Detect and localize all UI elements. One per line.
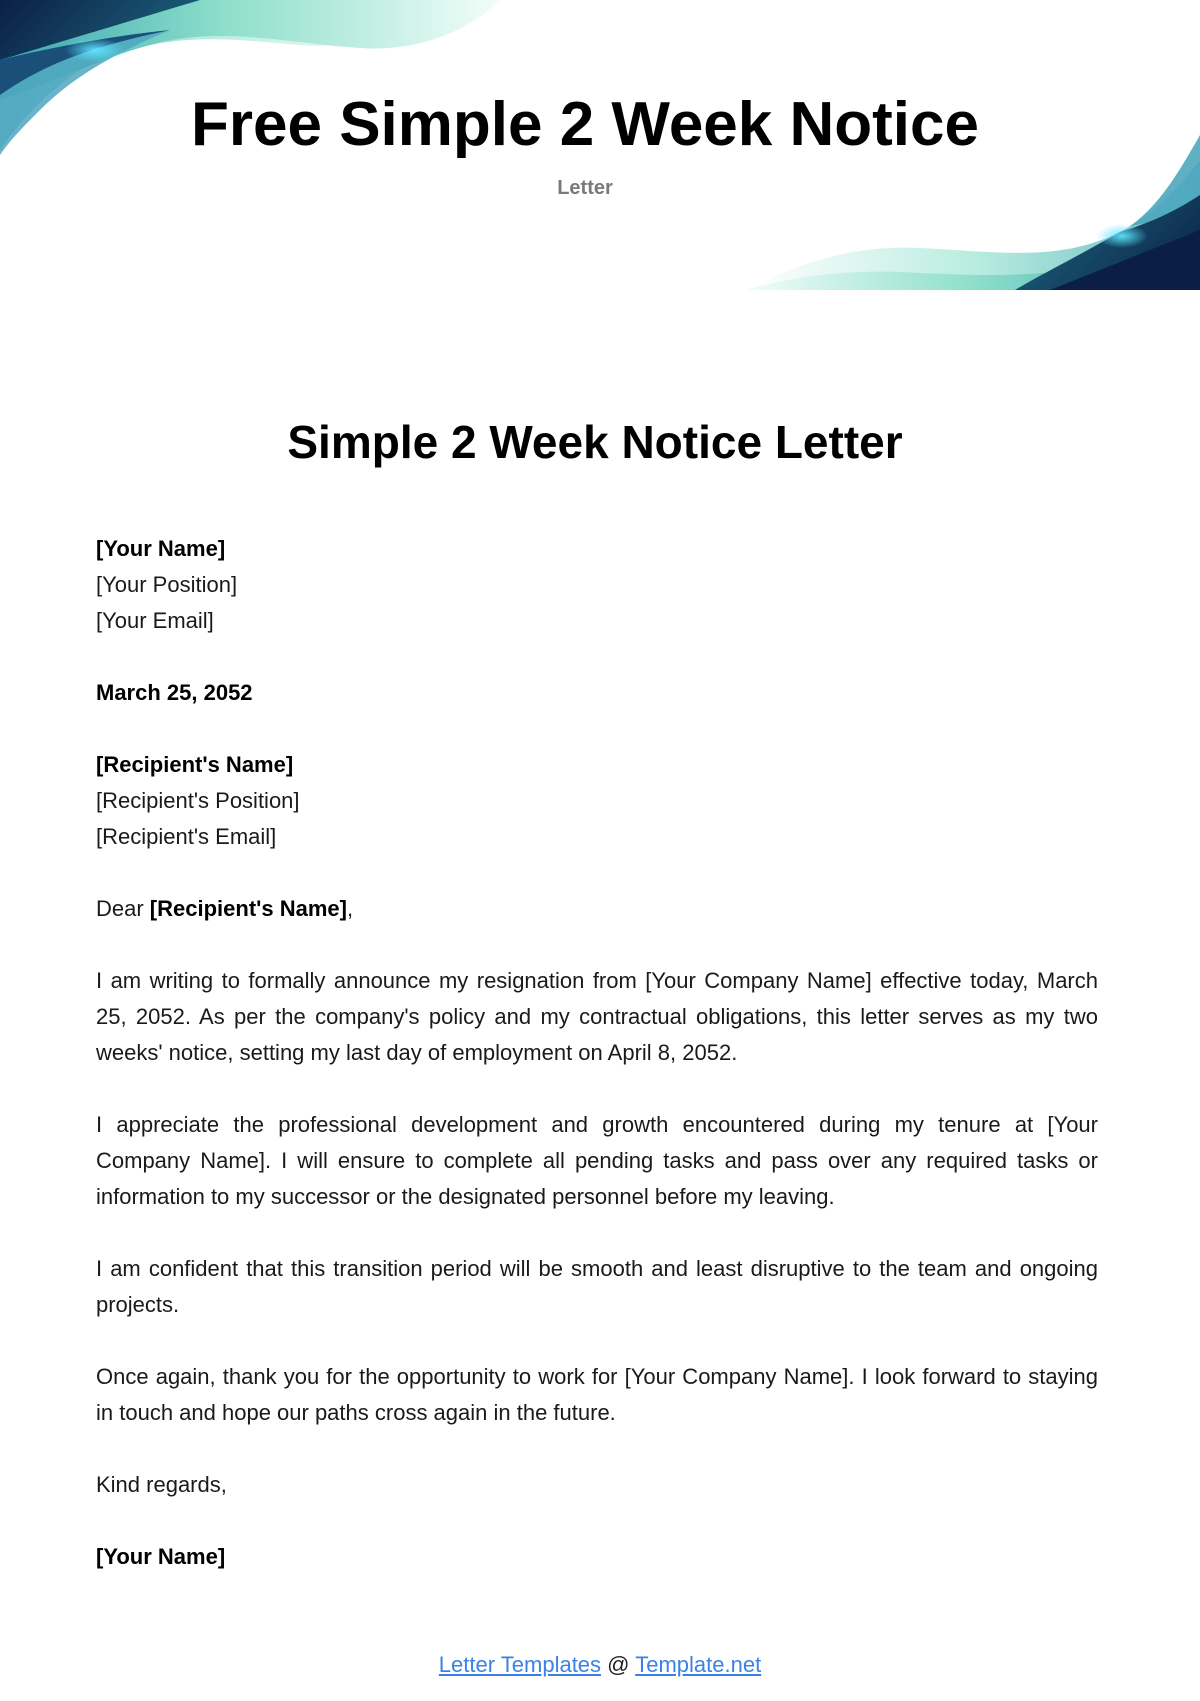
closing: Kind regards, [96, 1472, 227, 1497]
salutation [96, 891, 1098, 927]
letter-templates-link[interactable]: Letter Templates [438, 1652, 602, 1677]
page-title: Free Simple 2 Week Notice [191, 90, 979, 159]
date-block [96, 675, 1098, 711]
paragraph-thanks: Once again, thank you for the opportunity to work for [Your Company Name]. I look forward to staying in touch and hope our paths cross again in the future. [96, 1364, 1098, 1425]
recipient-email: [Recipient's Email] [96, 824, 277, 849]
footer-attribution [0, 1650, 1200, 1680]
page-subtitle: Letter [557, 177, 613, 199]
recipient-block [96, 747, 1098, 855]
paragraph-transition: I am confident that this transition period will be smooth and least disruptive to the team and ongoing projects. [96, 1256, 1098, 1317]
paragraph-appreciation: I appreciate the professional development and growth encountered during my tenure at [Your Company Name]. I will ensure to complete all pending tasks and pass over any required tasks or information to my successor or the designated personnel before my leaving. [96, 1112, 1098, 1209]
letter-date: March 25, 2052 [96, 680, 253, 705]
sender-email: [Your Email] [96, 608, 214, 633]
letter-body [96, 531, 1098, 1575]
template-net-link[interactable]: Template.net [635, 1652, 762, 1677]
salutation-prefix: Dear [96, 896, 150, 921]
footer-separator: @ [601, 1652, 636, 1677]
recipient-position: [Recipient's Position] [96, 788, 300, 813]
salutation-suffix: , [346, 896, 354, 921]
document-title: Simple 2 Week Notice Letter [287, 416, 903, 468]
sender-name: [Your Name] [96, 536, 226, 561]
paragraph-resignation: I am writing to formally announce my resignation from [Your Company Name] effective today, March 25, 2052. As per the company's policy and my contractual obligations, this letter serves as my two weeks' notice, setting my last day of employment on April 8, 2052. [96, 968, 1098, 1065]
sender-position: [Your Position] [96, 572, 238, 597]
sender-block [96, 531, 1098, 639]
salutation-name: [Recipient's Name] [149, 896, 347, 921]
recipient-name: [Recipient's Name] [96, 752, 294, 777]
signature: [Your Name] [96, 1544, 226, 1569]
